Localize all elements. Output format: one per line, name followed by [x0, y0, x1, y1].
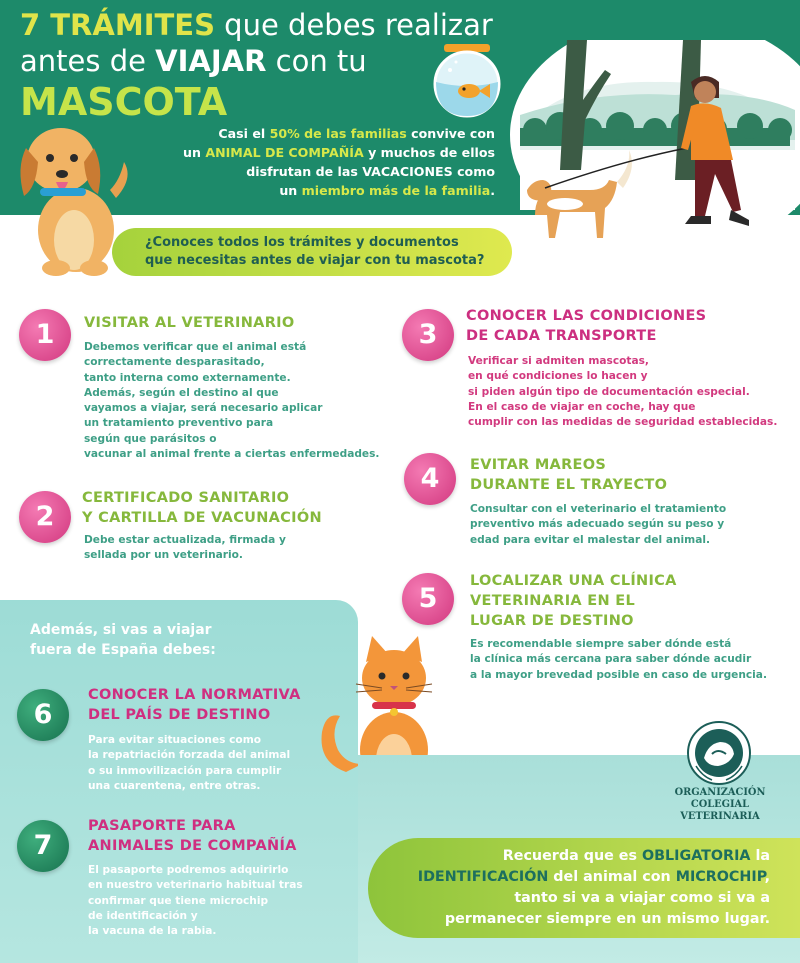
intro-run: un	[279, 183, 302, 198]
intro-highlight: miembro más de la familia	[301, 183, 491, 198]
intro-run: disfrutan de las VACACIONES como	[246, 164, 495, 179]
step-2-number: 2	[19, 491, 71, 543]
step-6-number: 6	[17, 689, 69, 741]
step-7-title: PASAPORTE PARA ANIMALES DE COMPAÑÍA	[88, 818, 297, 854]
step-5-body: Es recomendable siempre saber dónde está la clínica más cercana para saber dónde acudir a la mayor brevedad posible en caso de urgencia.	[470, 638, 767, 681]
org-name	[655, 787, 785, 823]
step-5-title: LOCALIZAR UNA CLÍNICA VETERINARIA EN EL LUGAR DE DESTINO	[470, 573, 677, 629]
step-3-number: 3	[402, 309, 454, 361]
step-4-body: Consultar con el veterinario el tratamiento preventivo más adecuado según su peso y edad para evitar el malestar del animal.	[470, 503, 727, 546]
step-3-body: Verificar si admiten mascotas, en qué condiciones lo hacen y si piden algún tipo de documentación especial. En el caso de viajar en coche, hay que cumplir con las medidas de seguridad establecidas.	[468, 355, 778, 429]
question-line-1: ¿Conoces todos los trámites y documentos	[145, 235, 459, 250]
org-name-line-1: ORGANIZACIÓN	[674, 787, 766, 798]
step-2-title: CERTIFICADO SANITARIO Y CARTILLA DE VACUNACIÓN	[82, 490, 322, 526]
reminder-text	[378, 846, 770, 930]
intro-run: Casi el	[218, 126, 270, 141]
step-2-body: Debe estar actualizada, firmada y sellada por un veterinario.	[84, 534, 286, 562]
reminder-line-4: permanecer siempre en un mismo lugar.	[444, 911, 770, 927]
step-1-number: 1	[19, 309, 71, 361]
intro-run: y muchos de ellos	[363, 145, 495, 160]
step-6-body: Para evitar situaciones como la repatriación forzada del animal o su inmovilización para cumplir una cuarentena, entre otras.	[88, 734, 291, 792]
step-7-body: El pasaporte podremos adquirirlo en nuestro veterinario habitual tras confirmar que tiene microchip de identificación y la vacuna de la rabia.	[88, 864, 303, 938]
reminder-line-2: IDENTIFICACIÓN del animal con MICROCHIP,	[417, 869, 770, 885]
intro-run: un	[183, 145, 206, 160]
intro-highlight: ANIMAL DE COMPAÑÍA	[205, 145, 364, 160]
question-text	[145, 234, 500, 270]
intro-text	[150, 124, 495, 200]
step-1-title: VISITAR AL VETERINARIO	[84, 315, 295, 331]
title-line-3: MASCOTA	[20, 80, 228, 124]
step-7-number: 7	[17, 820, 69, 872]
step-6-title: CONOCER LA NORMATIVA DEL PAÍS DE DESTINO	[88, 687, 301, 723]
title-line-1: 7 TRÁMITES que debes realizar	[20, 8, 493, 42]
step-4-title: EVITAR MAREOS DURANTE EL TRAYECTO	[470, 457, 668, 493]
intro-run: .	[490, 183, 495, 198]
step-4-number: 4	[404, 453, 456, 505]
org-name-line-2: COLEGIAL	[690, 799, 750, 810]
walking-man-with-dog-illustration	[505, 40, 800, 240]
step-3-title: CONOCER LAS CONDICIONES DE CADA TRANSPORTE	[466, 308, 707, 344]
title-line-2: antes de VIAJAR con tu	[20, 44, 367, 78]
intro-highlight: 50% de las familias	[269, 126, 407, 141]
fishbowl-illustration	[428, 40, 508, 120]
org-name-line-3: VETERINARIA	[680, 811, 760, 822]
org-seal-logo	[686, 720, 752, 786]
reminder-line-3: tanto si va a viajar como si va a	[514, 890, 770, 906]
step-5-number: 5	[402, 573, 454, 625]
abroad-intro: Además, si vas a viajar fuera de España debes:	[30, 622, 216, 658]
intro-run: convive con	[406, 126, 495, 141]
step-1-body: Debemos verificar que el animal está correctamente desparasitado, tanto interna como externamente. Además, según el destino al que vayamos a viajar, será necesario aplicar un tratamiento preventivo para según que parásitos o vacunar al animal frente a ciertas enfermedades.	[84, 341, 380, 461]
reminder-line-1: Recuerda que es OBLIGATORIA la	[502, 848, 770, 864]
question-line-2: que necesitas antes de viajar con tu mascota?	[145, 253, 485, 268]
